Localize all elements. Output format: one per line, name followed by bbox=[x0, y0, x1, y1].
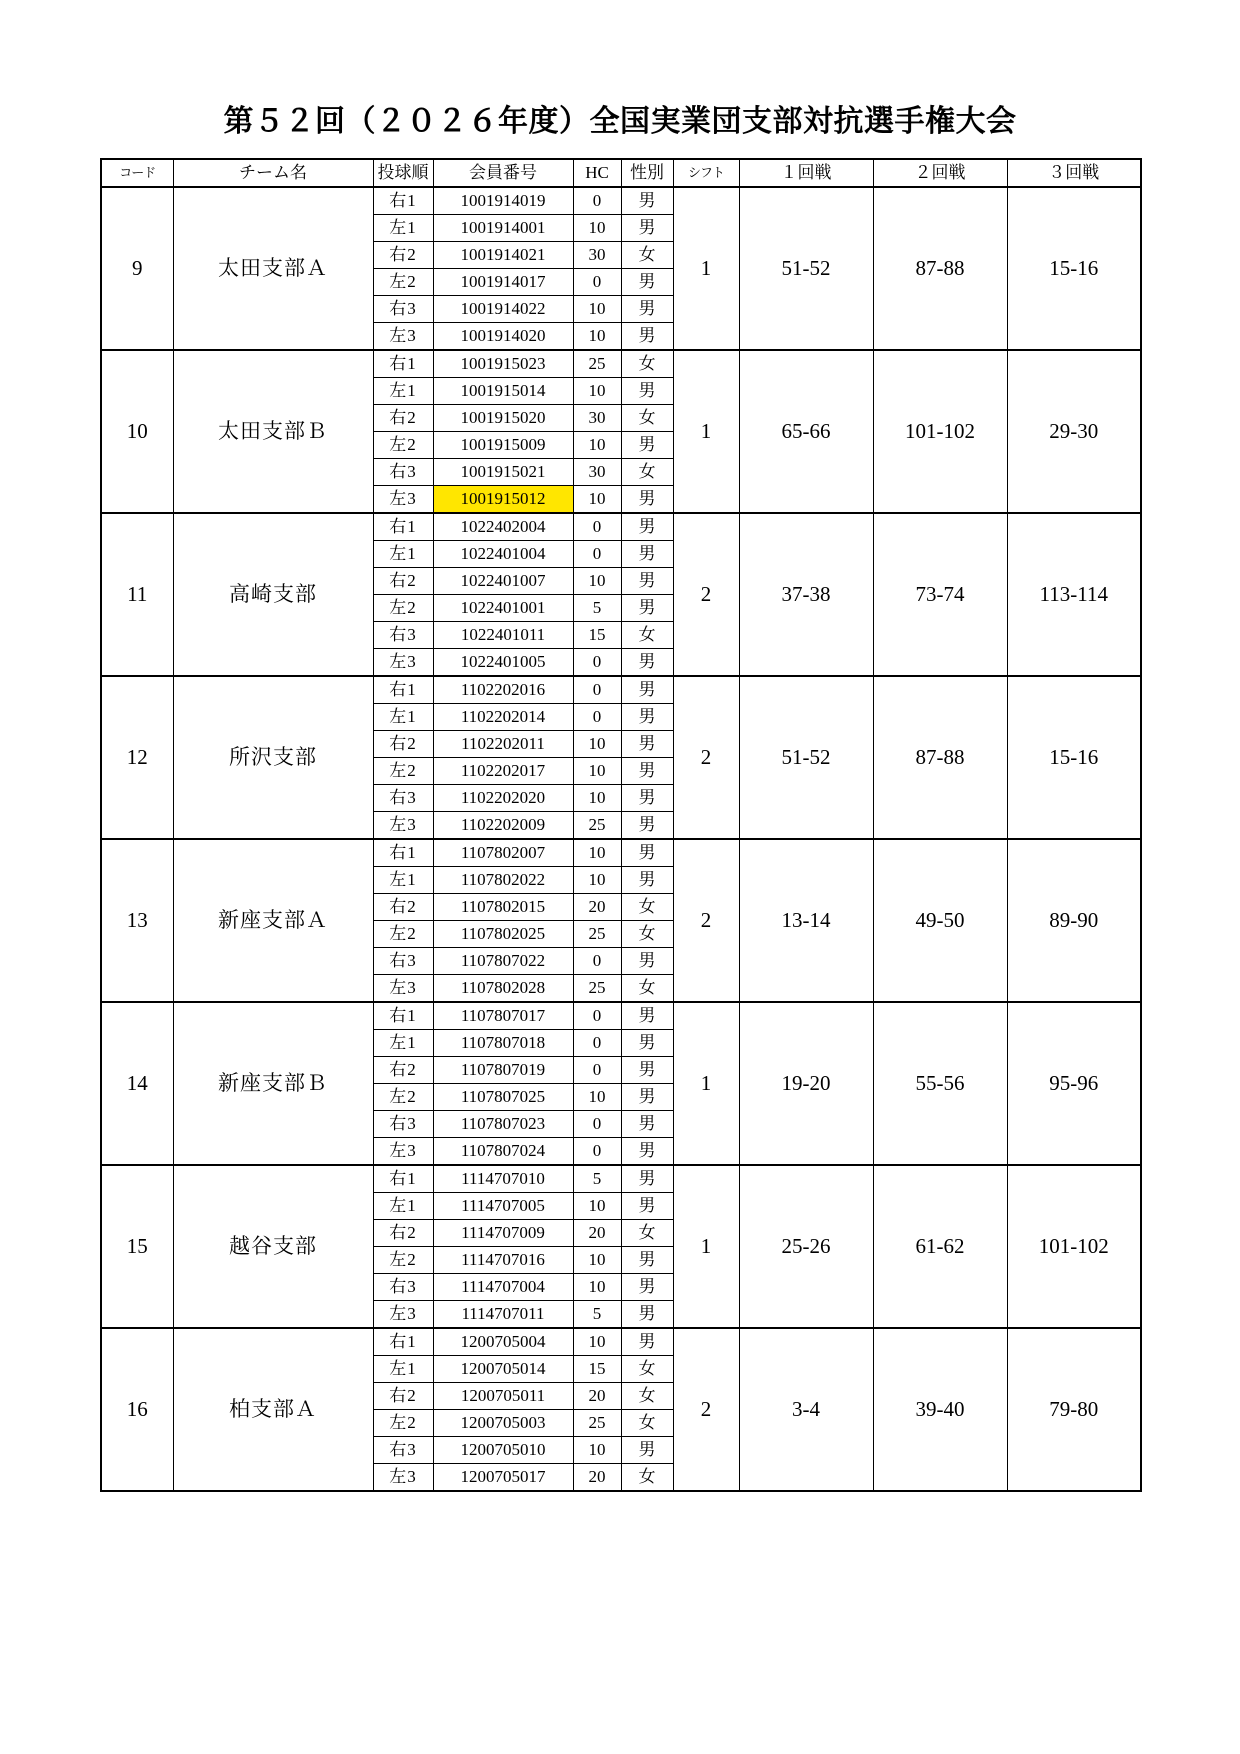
header-shift: シフト bbox=[673, 159, 739, 187]
throw-order: 右1 bbox=[373, 1165, 433, 1193]
shift-value: 1 bbox=[673, 1002, 739, 1165]
throw-order: 右1 bbox=[373, 187, 433, 215]
header-hc: HC bbox=[573, 159, 621, 187]
member-number: 1001914022 bbox=[433, 296, 573, 323]
round2-lane: 39-40 bbox=[873, 1328, 1007, 1491]
handicap-value: 25 bbox=[573, 812, 621, 840]
round3-lane: 29-30 bbox=[1007, 350, 1141, 513]
round3-lane: 113-114 bbox=[1007, 513, 1141, 676]
shift-value: 1 bbox=[673, 187, 739, 350]
member-number: 1022401004 bbox=[433, 541, 573, 568]
handicap-value: 0 bbox=[573, 948, 621, 975]
member-number: 1200705004 bbox=[433, 1328, 573, 1356]
member-number: 1001914019 bbox=[433, 187, 573, 215]
team-name: 高崎支部 bbox=[173, 513, 373, 676]
member-number: 1107807019 bbox=[433, 1057, 573, 1084]
handicap-value: 0 bbox=[573, 1138, 621, 1166]
round3-lane: 95-96 bbox=[1007, 1002, 1141, 1165]
team-name: 柏支部Ａ bbox=[173, 1328, 373, 1491]
throw-order: 右3 bbox=[373, 1111, 433, 1138]
handicap-value: 10 bbox=[573, 731, 621, 758]
gender-value: 男 bbox=[621, 1165, 673, 1193]
handicap-value: 0 bbox=[573, 513, 621, 541]
throw-order: 右1 bbox=[373, 1328, 433, 1356]
gender-value: 男 bbox=[621, 812, 673, 840]
member-number: 1001915023 bbox=[433, 350, 573, 378]
throw-order: 左1 bbox=[373, 378, 433, 405]
roster-table bbox=[100, 158, 1142, 1492]
throw-order: 左1 bbox=[373, 1030, 433, 1057]
handicap-value: 10 bbox=[573, 432, 621, 459]
round2-lane: 55-56 bbox=[873, 1002, 1007, 1165]
shift-value: 2 bbox=[673, 676, 739, 839]
throw-order: 左3 bbox=[373, 323, 433, 351]
handicap-value: 0 bbox=[573, 1030, 621, 1057]
member-number: 1107802007 bbox=[433, 839, 573, 867]
throw-order: 左1 bbox=[373, 215, 433, 242]
header-round3: ３回戦 bbox=[1007, 159, 1141, 187]
round1-lane: 51-52 bbox=[739, 187, 873, 350]
round2-lane: 87-88 bbox=[873, 187, 1007, 350]
round2-lane: 73-74 bbox=[873, 513, 1007, 676]
member-number: 1022401001 bbox=[433, 595, 573, 622]
gender-value: 男 bbox=[621, 1030, 673, 1057]
member-number: 1001914001 bbox=[433, 215, 573, 242]
member-number: 1107807022 bbox=[433, 948, 573, 975]
round1-lane: 13-14 bbox=[739, 839, 873, 1002]
team-name: 太田支部Ｂ bbox=[173, 350, 373, 513]
throw-order: 右3 bbox=[373, 459, 433, 486]
member-number: 1107802022 bbox=[433, 867, 573, 894]
throw-order: 左1 bbox=[373, 1193, 433, 1220]
throw-order: 右1 bbox=[373, 350, 433, 378]
throw-order: 左1 bbox=[373, 704, 433, 731]
member-number: 1114707016 bbox=[433, 1247, 573, 1274]
round1-lane: 19-20 bbox=[739, 1002, 873, 1165]
gender-value: 男 bbox=[621, 1057, 673, 1084]
throw-order: 左3 bbox=[373, 812, 433, 840]
handicap-value: 25 bbox=[573, 1410, 621, 1437]
handicap-value: 10 bbox=[573, 1193, 621, 1220]
team-code: 12 bbox=[101, 676, 173, 839]
throw-order: 左2 bbox=[373, 595, 433, 622]
throw-order: 右3 bbox=[373, 296, 433, 323]
member-number: 1102202009 bbox=[433, 812, 573, 840]
gender-value: 男 bbox=[621, 1002, 673, 1030]
member-number: 1022402004 bbox=[433, 513, 573, 541]
gender-value: 男 bbox=[621, 323, 673, 351]
member-number: 1001915009 bbox=[433, 432, 573, 459]
handicap-value: 10 bbox=[573, 568, 621, 595]
throw-order: 右1 bbox=[373, 676, 433, 704]
team-code: 15 bbox=[101, 1165, 173, 1328]
round2-lane: 49-50 bbox=[873, 839, 1007, 1002]
gender-value: 女 bbox=[621, 405, 673, 432]
header-round1: １回戦 bbox=[739, 159, 873, 187]
round2-lane: 101-102 bbox=[873, 350, 1007, 513]
gender-value: 男 bbox=[621, 215, 673, 242]
header-round2: ２回戦 bbox=[873, 159, 1007, 187]
throw-order: 右1 bbox=[373, 839, 433, 867]
handicap-value: 10 bbox=[573, 839, 621, 867]
handicap-value: 0 bbox=[573, 269, 621, 296]
throw-order: 左1 bbox=[373, 541, 433, 568]
gender-value: 男 bbox=[621, 1111, 673, 1138]
member-number: 1102202011 bbox=[433, 731, 573, 758]
throw-order: 右2 bbox=[373, 1057, 433, 1084]
gender-value: 女 bbox=[621, 350, 673, 378]
table-row bbox=[101, 839, 1141, 867]
throw-order: 右3 bbox=[373, 1274, 433, 1301]
handicap-value: 10 bbox=[573, 758, 621, 785]
member-number: 1001915020 bbox=[433, 405, 573, 432]
member-number: 1107807025 bbox=[433, 1084, 573, 1111]
team-code: 13 bbox=[101, 839, 173, 1002]
round1-lane: 3-4 bbox=[739, 1328, 873, 1491]
handicap-value: 30 bbox=[573, 242, 621, 269]
throw-order: 左2 bbox=[373, 432, 433, 459]
team-name: 新座支部Ａ bbox=[173, 839, 373, 1002]
member-number: 1022401005 bbox=[433, 649, 573, 677]
gender-value: 男 bbox=[621, 568, 673, 595]
team-name: 新座支部Ｂ bbox=[173, 1002, 373, 1165]
gender-value: 女 bbox=[621, 1410, 673, 1437]
shift-value: 2 bbox=[673, 1328, 739, 1491]
team-code: 11 bbox=[101, 513, 173, 676]
member-number: 1114707005 bbox=[433, 1193, 573, 1220]
round3-lane: 101-102 bbox=[1007, 1165, 1141, 1328]
handicap-value: 0 bbox=[573, 1111, 621, 1138]
throw-order: 右3 bbox=[373, 785, 433, 812]
gender-value: 男 bbox=[621, 731, 673, 758]
throw-order: 右2 bbox=[373, 731, 433, 758]
table-header-row bbox=[101, 159, 1141, 187]
handicap-value: 5 bbox=[573, 595, 621, 622]
member-number: 1200705010 bbox=[433, 1437, 573, 1464]
gender-value: 男 bbox=[621, 1301, 673, 1329]
gender-value: 男 bbox=[621, 1138, 673, 1166]
member-number: 1102202020 bbox=[433, 785, 573, 812]
gender-value: 男 bbox=[621, 541, 673, 568]
member-number: 1001914020 bbox=[433, 323, 573, 351]
handicap-value: 10 bbox=[573, 1247, 621, 1274]
handicap-value: 10 bbox=[573, 323, 621, 351]
team-name: 越谷支部 bbox=[173, 1165, 373, 1328]
member-number: 1107802015 bbox=[433, 894, 573, 921]
gender-value: 男 bbox=[621, 1328, 673, 1356]
member-number: 1107802028 bbox=[433, 975, 573, 1003]
shift-value: 2 bbox=[673, 513, 739, 676]
handicap-value: 30 bbox=[573, 405, 621, 432]
member-number: 1107807023 bbox=[433, 1111, 573, 1138]
gender-value: 男 bbox=[621, 948, 673, 975]
member-number: 1107807024 bbox=[433, 1138, 573, 1166]
header-sex: 性別 bbox=[621, 159, 673, 187]
member-number: 1114707009 bbox=[433, 1220, 573, 1247]
gender-value: 男 bbox=[621, 1437, 673, 1464]
member-number: 1022401011 bbox=[433, 622, 573, 649]
gender-value: 女 bbox=[621, 242, 673, 269]
gender-value: 男 bbox=[621, 187, 673, 215]
handicap-value: 5 bbox=[573, 1301, 621, 1329]
team-name: 所沢支部 bbox=[173, 676, 373, 839]
handicap-value: 10 bbox=[573, 1437, 621, 1464]
handicap-value: 0 bbox=[573, 676, 621, 704]
table-row bbox=[101, 1165, 1141, 1193]
member-number: 1102202016 bbox=[433, 676, 573, 704]
handicap-value: 15 bbox=[573, 1356, 621, 1383]
shift-value: 1 bbox=[673, 350, 739, 513]
gender-value: 男 bbox=[621, 785, 673, 812]
round2-lane: 87-88 bbox=[873, 676, 1007, 839]
gender-value: 男 bbox=[621, 513, 673, 541]
gender-value: 男 bbox=[621, 296, 673, 323]
gender-value: 男 bbox=[621, 758, 673, 785]
handicap-value: 5 bbox=[573, 1165, 621, 1193]
member-number: 1001915014 bbox=[433, 378, 573, 405]
member-number: 1107807018 bbox=[433, 1030, 573, 1057]
throw-order: 左3 bbox=[373, 486, 433, 514]
throw-order: 右3 bbox=[373, 1437, 433, 1464]
handicap-value: 10 bbox=[573, 1328, 621, 1356]
gender-value: 男 bbox=[621, 1274, 673, 1301]
handicap-value: 0 bbox=[573, 541, 621, 568]
gender-value: 女 bbox=[621, 1220, 673, 1247]
round1-lane: 51-52 bbox=[739, 676, 873, 839]
round2-lane: 61-62 bbox=[873, 1165, 1007, 1328]
throw-order: 右1 bbox=[373, 1002, 433, 1030]
throw-order: 左3 bbox=[373, 649, 433, 677]
member-number: 1102202017 bbox=[433, 758, 573, 785]
throw-order: 左3 bbox=[373, 975, 433, 1003]
member-number-highlighted: 1001915012 bbox=[433, 486, 573, 514]
member-number: 1200705014 bbox=[433, 1356, 573, 1383]
throw-order: 右3 bbox=[373, 948, 433, 975]
handicap-value: 10 bbox=[573, 296, 621, 323]
gender-value: 男 bbox=[621, 432, 673, 459]
team-name: 太田支部Ａ bbox=[173, 187, 373, 350]
table-row bbox=[101, 187, 1141, 215]
round1-lane: 37-38 bbox=[739, 513, 873, 676]
member-number: 1001915021 bbox=[433, 459, 573, 486]
gender-value: 女 bbox=[621, 894, 673, 921]
throw-order: 左2 bbox=[373, 921, 433, 948]
member-number: 1001914017 bbox=[433, 269, 573, 296]
throw-order: 右2 bbox=[373, 568, 433, 595]
round3-lane: 79-80 bbox=[1007, 1328, 1141, 1491]
handicap-value: 0 bbox=[573, 649, 621, 677]
member-number: 1114707004 bbox=[433, 1274, 573, 1301]
shift-value: 1 bbox=[673, 1165, 739, 1328]
gender-value: 男 bbox=[621, 1193, 673, 1220]
handicap-value: 0 bbox=[573, 704, 621, 731]
member-number: 1107807017 bbox=[433, 1002, 573, 1030]
handicap-value: 20 bbox=[573, 1220, 621, 1247]
handicap-value: 10 bbox=[573, 785, 621, 812]
throw-order: 右2 bbox=[373, 242, 433, 269]
throw-order: 左2 bbox=[373, 1410, 433, 1437]
throw-order: 左3 bbox=[373, 1464, 433, 1492]
gender-value: 女 bbox=[621, 1464, 673, 1492]
handicap-value: 25 bbox=[573, 921, 621, 948]
gender-value: 男 bbox=[621, 649, 673, 677]
member-number: 1200705017 bbox=[433, 1464, 573, 1492]
table-row bbox=[101, 350, 1141, 378]
table-row bbox=[101, 1328, 1141, 1356]
throw-order: 左3 bbox=[373, 1301, 433, 1329]
member-number: 1200705003 bbox=[433, 1410, 573, 1437]
throw-order: 右2 bbox=[373, 1383, 433, 1410]
member-number: 1107802025 bbox=[433, 921, 573, 948]
round1-lane: 25-26 bbox=[739, 1165, 873, 1328]
header-team: チーム名 bbox=[173, 159, 373, 187]
throw-order: 左2 bbox=[373, 1247, 433, 1274]
handicap-value: 30 bbox=[573, 459, 621, 486]
shift-value: 2 bbox=[673, 839, 739, 1002]
gender-value: 男 bbox=[621, 486, 673, 514]
handicap-value: 10 bbox=[573, 378, 621, 405]
team-code: 16 bbox=[101, 1328, 173, 1491]
gender-value: 女 bbox=[621, 1356, 673, 1383]
throw-order: 左3 bbox=[373, 1138, 433, 1166]
team-code: 14 bbox=[101, 1002, 173, 1165]
handicap-value: 0 bbox=[573, 1002, 621, 1030]
gender-value: 女 bbox=[621, 975, 673, 1003]
handicap-value: 20 bbox=[573, 1383, 621, 1410]
gender-value: 男 bbox=[621, 867, 673, 894]
handicap-value: 20 bbox=[573, 894, 621, 921]
handicap-value: 10 bbox=[573, 215, 621, 242]
gender-value: 男 bbox=[621, 1247, 673, 1274]
gender-value: 男 bbox=[621, 595, 673, 622]
handicap-value: 25 bbox=[573, 350, 621, 378]
gender-value: 男 bbox=[621, 378, 673, 405]
team-code: 10 bbox=[101, 350, 173, 513]
round3-lane: 15-16 bbox=[1007, 676, 1141, 839]
member-number: 1001914021 bbox=[433, 242, 573, 269]
round3-lane: 89-90 bbox=[1007, 839, 1141, 1002]
page-title: 第５２回（２０２６年度）全国実業団支部対抗選手権大会 bbox=[223, 105, 1017, 138]
throw-order: 右2 bbox=[373, 894, 433, 921]
gender-value: 男 bbox=[621, 1084, 673, 1111]
throw-order: 左1 bbox=[373, 867, 433, 894]
throw-order: 右3 bbox=[373, 622, 433, 649]
table-row bbox=[101, 513, 1141, 541]
table-row bbox=[101, 676, 1141, 704]
handicap-value: 15 bbox=[573, 622, 621, 649]
handicap-value: 10 bbox=[573, 1274, 621, 1301]
throw-order: 左2 bbox=[373, 1084, 433, 1111]
handicap-value: 0 bbox=[573, 187, 621, 215]
gender-value: 女 bbox=[621, 1383, 673, 1410]
handicap-value: 10 bbox=[573, 486, 621, 514]
member-number: 1102202014 bbox=[433, 704, 573, 731]
throw-order: 右2 bbox=[373, 405, 433, 432]
member-number: 1114707010 bbox=[433, 1165, 573, 1193]
member-number: 1114707011 bbox=[433, 1301, 573, 1329]
header-member: 会員番号 bbox=[433, 159, 573, 187]
handicap-value: 10 bbox=[573, 867, 621, 894]
gender-value: 男 bbox=[621, 839, 673, 867]
gender-value: 女 bbox=[621, 622, 673, 649]
round1-lane: 65-66 bbox=[739, 350, 873, 513]
gender-value: 男 bbox=[621, 269, 673, 296]
handicap-value: 0 bbox=[573, 1057, 621, 1084]
gender-value: 女 bbox=[621, 921, 673, 948]
team-code: 9 bbox=[101, 187, 173, 350]
member-number: 1200705011 bbox=[433, 1383, 573, 1410]
throw-order: 左2 bbox=[373, 758, 433, 785]
gender-value: 男 bbox=[621, 704, 673, 731]
throw-order: 左1 bbox=[373, 1356, 433, 1383]
handicap-value: 10 bbox=[573, 1084, 621, 1111]
gender-value: 男 bbox=[621, 676, 673, 704]
throw-order: 右2 bbox=[373, 1220, 433, 1247]
gender-value: 女 bbox=[621, 459, 673, 486]
round3-lane: 15-16 bbox=[1007, 187, 1141, 350]
throw-order: 左2 bbox=[373, 269, 433, 296]
header-order: 投球順 bbox=[373, 159, 433, 187]
table-row bbox=[101, 1002, 1141, 1030]
member-number: 1022401007 bbox=[433, 568, 573, 595]
handicap-value: 20 bbox=[573, 1464, 621, 1492]
handicap-value: 25 bbox=[573, 975, 621, 1003]
throw-order: 右1 bbox=[373, 513, 433, 541]
header-code: コード bbox=[101, 159, 173, 187]
